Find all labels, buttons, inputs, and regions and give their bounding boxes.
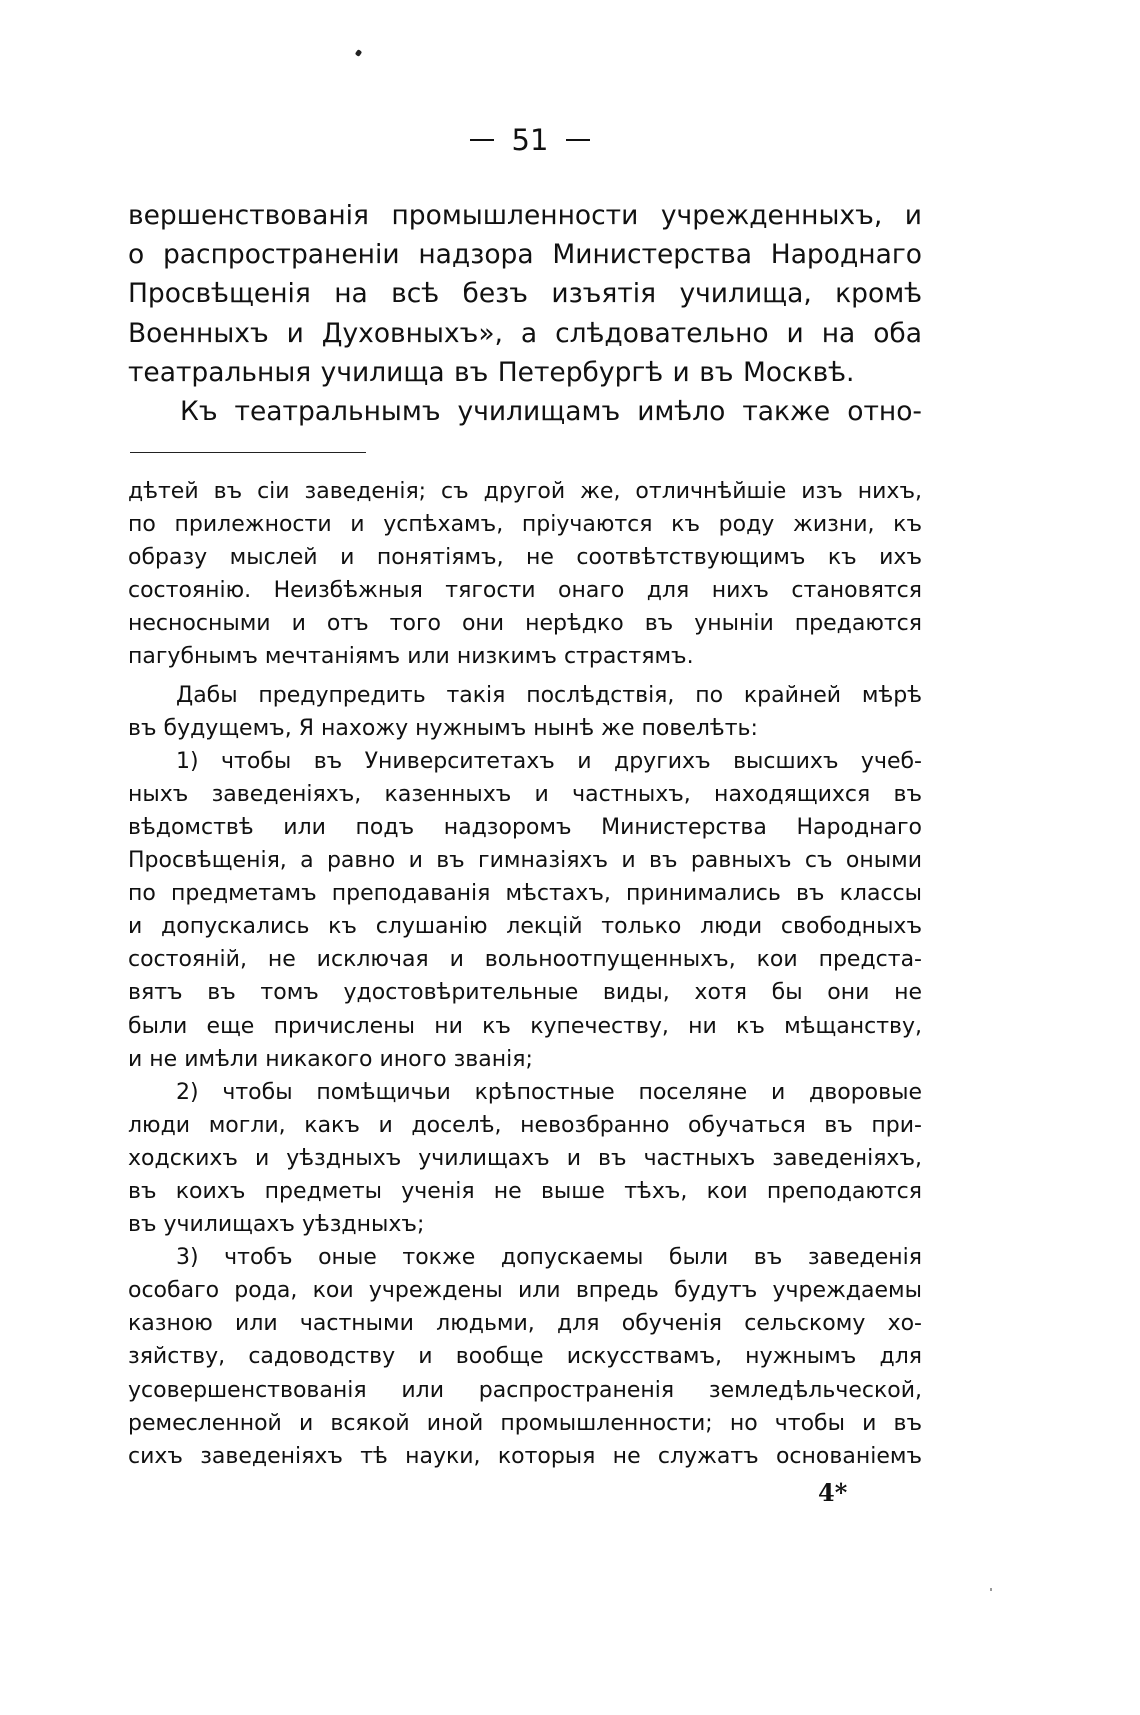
footnote-line: 2) чтобы помѣщичьи крѣпостные поселяне и дворовые: [176, 1079, 922, 1105]
footnote-line: состояній, не исключая и вольноотпущенныхъ, кои предста-: [128, 947, 922, 973]
footnote-line: по прилежности и успѣхамъ, пріучаются къ роду жизни, къ: [128, 512, 922, 538]
main-text-line: Просвѣщенія на всѣ безъ изъятія училища, кромѣ: [128, 278, 922, 310]
footnote-line: люди могли, какъ и доселѣ, невозбранно обучаться въ при-: [128, 1112, 922, 1138]
footnote-line: 3) чтобъ оные токже допускаемы были въ заведенія: [176, 1245, 922, 1271]
footnote-line: Дабы предупредить такія послѣдствія, по крайней мѣрѣ: [176, 682, 922, 708]
footnote-line: состоянію. Неизбѣжныя тягости онаго для нихъ становятся: [128, 578, 922, 604]
main-text-line: о распространеніи надзора Министерства Народнаго: [128, 239, 922, 271]
footnote-line: ныхъ заведеніяхъ, казенныхъ и частныхъ, находящихся въ: [128, 781, 922, 807]
footnote-line: и не имѣли никакого иного званія;: [128, 1046, 533, 1072]
footnote-line: дѣтей въ сіи заведенія; съ другой же, отличнѣйшіе изъ нихъ,: [128, 479, 922, 504]
footnote-line: ремесленной и всякой иной промышленности; но чтобы и въ: [128, 1410, 922, 1436]
footnote-line: 1) чтобы въ Университетахъ и другихъ высшихъ учеб-: [176, 748, 922, 774]
header-dash-right: [566, 139, 590, 141]
footnote-line: были еще причислены ни къ купечеству, ни къ мѣщанству,: [128, 1013, 922, 1039]
footnote-line: по предметамъ преподаванія мѣстахъ, принимались въ классы: [128, 881, 922, 907]
footnote-line: вятъ въ томъ удостовѣрительные виды, хотя бы они не: [128, 980, 922, 1006]
main-text-line: Военныхъ и Духовныхъ», а слѣдовательно и на оба: [128, 317, 922, 349]
footnote-line: особаго рода, кои учреждены или впредь будутъ учреждаемы: [128, 1278, 922, 1304]
main-text-line: Къ театральнымъ училищамъ имѣло также отно-: [180, 396, 922, 428]
main-text-line: вершенствованія промышленности учрежденныхъ, и: [128, 200, 922, 231]
footnote-line: въ училищахъ уѣздныхъ;: [128, 1212, 425, 1238]
footnote-line: вѣдомствѣ или подъ надзоромъ Министерства Народнаго: [128, 814, 922, 840]
page-number: 51: [511, 123, 549, 157]
footnote-block: [128, 475, 922, 1473]
footnote-line: казною или частными людьми, для обученія сельскому хо-: [128, 1311, 922, 1337]
footnote-line: и допускались къ слушанію лекцій только люди свободныхъ: [128, 914, 922, 940]
page-header: [440, 120, 620, 160]
scan-dot: [990, 1588, 992, 1591]
footnote-line: сихъ заведеніяхъ тѣ науки, которыя не служатъ основаніемъ: [128, 1443, 922, 1469]
footnote-line: несносными и отъ того они нерѣдко въ уныніи предаются: [128, 611, 922, 637]
footnote-line: пагубнымъ мечтаніямъ или низкимъ страстямъ.: [128, 644, 694, 670]
footnote-line: въ коихъ предметы ученія не выше тѣхъ, кои преподаются: [128, 1178, 922, 1204]
footnote-line: Просвѣщенія, а равно и въ гимназіяхъ и въ равныхъ съ оными: [128, 848, 922, 874]
footnote-line: усовершенствованія или распространенія земледѣльческой,: [128, 1377, 922, 1403]
header-dash-left: [470, 139, 494, 141]
footnote-line: зяйству, садоводству и вообще искусствамъ, нужнымъ для: [128, 1344, 922, 1370]
footnote-line: ходскихъ и уѣздныхъ училищахъ и въ частныхъ заведеніяхъ,: [128, 1145, 922, 1171]
main-text-line: театральныя училища въ Петербургѣ и въ Москвѣ.: [128, 356, 855, 388]
footnote-line: въ будущемъ, Я нахожу нужнымъ нынѣ же повелѣть:: [128, 715, 758, 741]
footnote-line: образу мыслей и понятіямъ, не соотвѣтствующимъ къ ихъ: [128, 545, 922, 571]
ink-speck: [355, 49, 363, 57]
signature-mark: 4*: [818, 1478, 848, 1507]
footnote-rule: [130, 452, 366, 453]
main-text-block: [128, 196, 922, 431]
